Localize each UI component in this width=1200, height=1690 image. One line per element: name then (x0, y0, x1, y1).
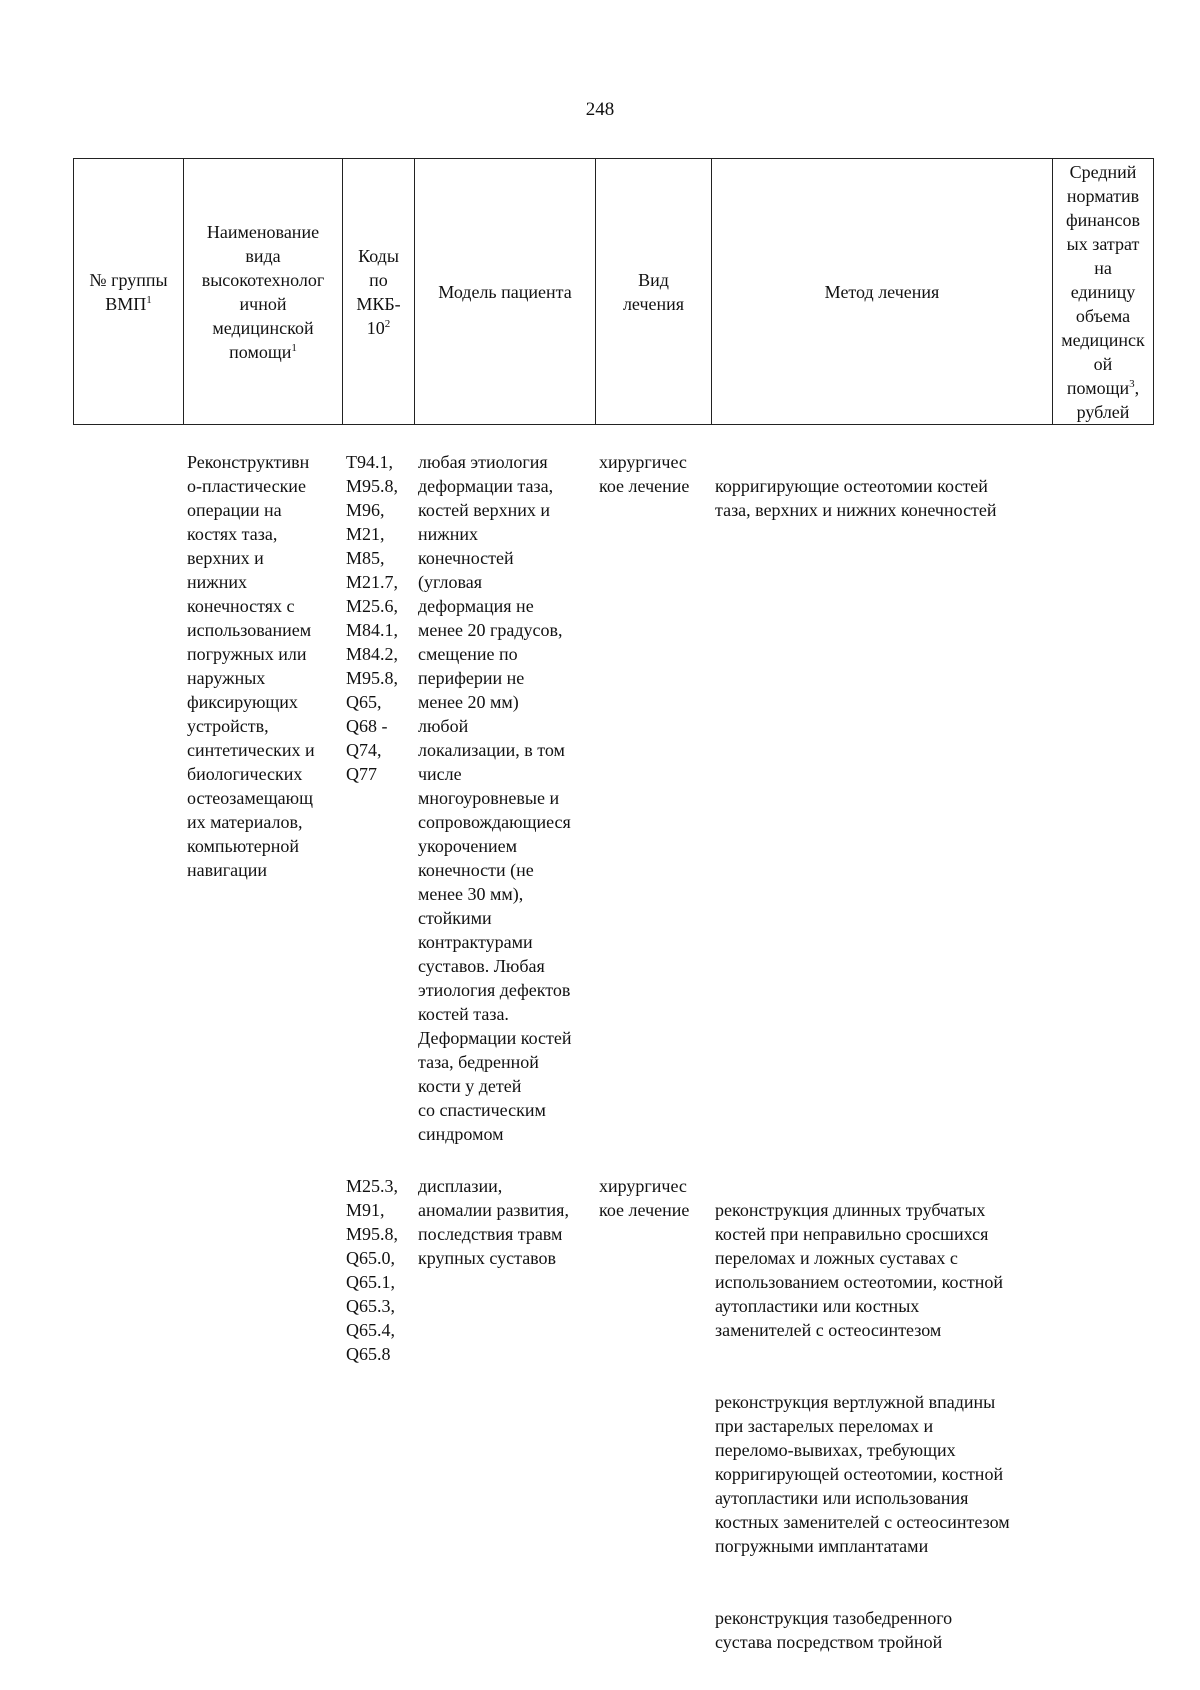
cell-patient-model: дисплазии, аномалии развития, последствия травм крупных суставов (418, 1176, 569, 1268)
header-treatment-type: Вид лечения (596, 159, 712, 425)
page-number: 248 (585, 99, 615, 120)
method-item: корригирующие остеотомии костей таза, верхних и нижних конечностей (715, 476, 997, 520)
table-row (73, 450, 1153, 1146)
table-row (73, 1174, 1153, 1678)
method-item: реконструкция вертлужной впадины при застарелых переломах и переломо-вывихах, требующих корригирующей остеотомии, костной аутопластики или использования костных заменителей с остеосинтезом погружными имплантатами (715, 1392, 1010, 1556)
header-patient-model: Модель пациента (415, 159, 596, 425)
header-care-type: Наименование вида высокотехнолог ичной медицинской помощи$^1$ (184, 159, 343, 425)
cell-treatment-method (711, 1174, 1052, 1678)
header-group-number: № группы ВМП$^1$ (74, 159, 184, 425)
cell-icd-codes: M25.3, M91, M95.8, Q65.0, Q65.1, Q65.3, Q65.4, Q65.8 (346, 1176, 399, 1364)
cell-patient-model: любая этиология деформации таза, костей верхних и нижних конечностей (угловая деформация не менее 20 градусов, смещение по периферии не менее 20 мм) любой локализации, в том числе многоуровневые и сопровождающиеся укорочением конечности (не менее 30 мм), стойкими контрактурами суставов. Любая этиология дефектов костей таза. Деформации костей таза, бедренной кости у детей со спастическим синдромом (418, 452, 572, 1144)
cell-care-type: Реконструктивн о-пластические операции на костях таза, верхних и нижних конечностях с использованием погружных или наружных фиксирующих устройств, синтетических и биологических остеозамещающ их материалов, компьютерной навигации (187, 452, 315, 880)
cell-cost-standard (1052, 450, 1153, 1146)
cell-care-type (183, 1174, 342, 1678)
cell-group-number (73, 450, 183, 1146)
cell-treatment-method (711, 450, 1052, 1146)
header-cost-standard: Средний норматив финансов ых затрат на единицу объема медицинск ой помощи$^3$, рублей (1053, 159, 1154, 425)
table-header (73, 158, 1154, 425)
table-body (73, 450, 1153, 1678)
cell-cost-standard (1052, 1174, 1153, 1678)
method-item: реконструкция длинных трубчатых костей при неправильно сросшихся переломах и ложных суставах с использованием остеотомии, костной аутопластики или костных заменителей с остеосинтезом (715, 1200, 1004, 1340)
cell-treatment-type: хирургичес кое лечение (599, 1176, 690, 1220)
header-icd-codes: Коды по МКБ- $10^2$ (343, 159, 415, 425)
method-item: реконструкция тазобедренного сустава посредством тройной (715, 1608, 953, 1652)
header-treatment-method: Метод лечения (712, 159, 1053, 425)
cell-group-number (73, 1174, 183, 1678)
cell-icd-codes: T94.1, M95.8, M96, M21, M85, M21.7, M25.6, M84.1, M84.2, M95.8, Q65, Q68 - Q74, Q77 (346, 452, 399, 784)
cell-treatment-type: хирургичес кое лечение (599, 452, 690, 496)
